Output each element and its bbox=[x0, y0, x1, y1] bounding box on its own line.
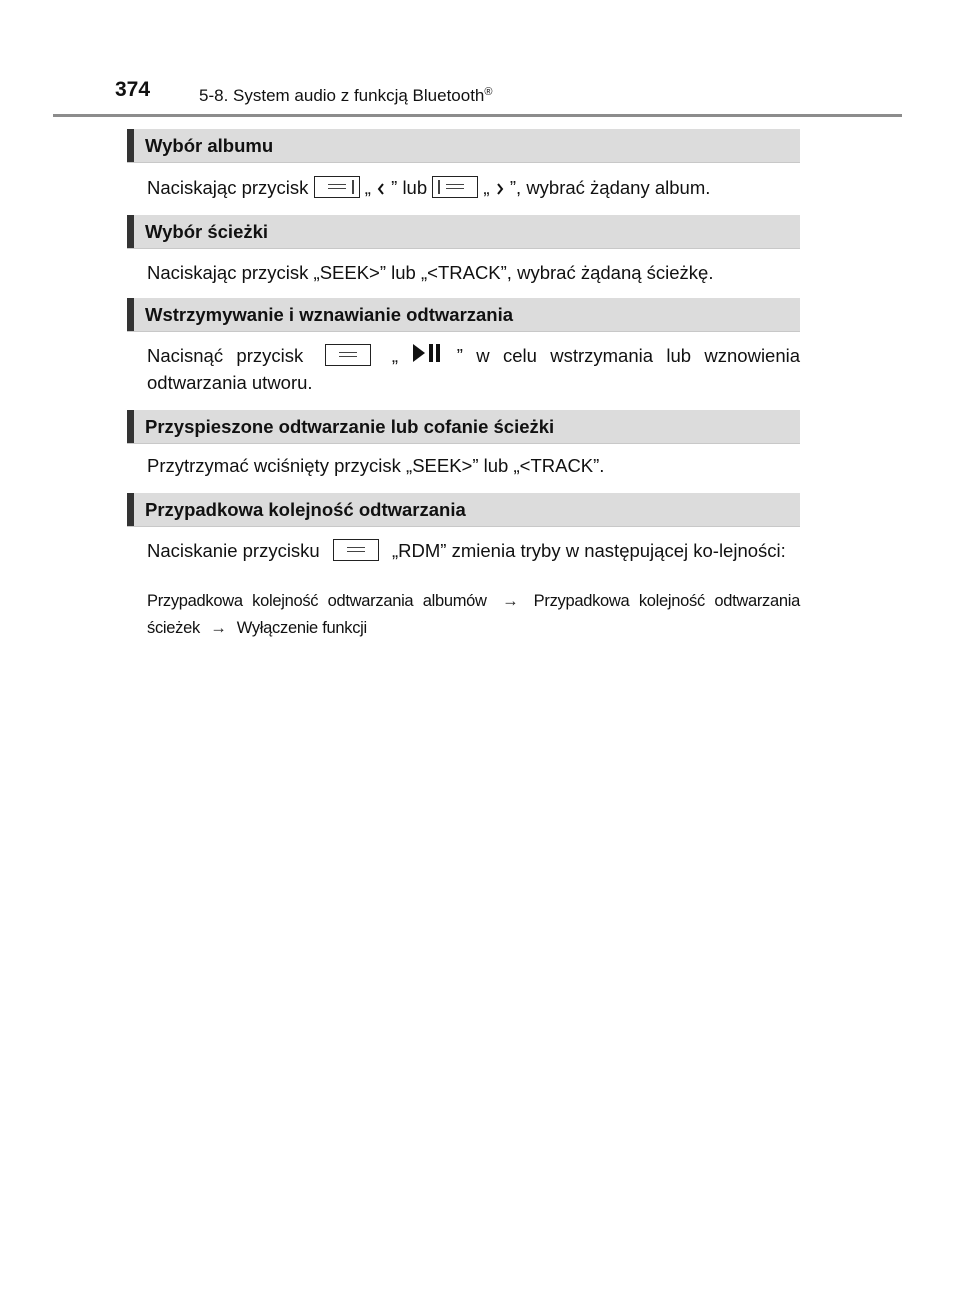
quote-open: „ bbox=[364, 177, 371, 198]
section-heading-album bbox=[127, 129, 800, 163]
section-heading-text: Przyspieszone odtwarzanie lub cofanie ścieżki bbox=[145, 416, 555, 437]
instruction-text: Naciskając przycisk bbox=[147, 177, 309, 198]
registered-mark: ® bbox=[484, 86, 493, 98]
play-pause-button bbox=[325, 344, 371, 366]
header-rule bbox=[53, 114, 902, 117]
random-instruction bbox=[147, 537, 800, 564]
arrow-right-icon: → bbox=[210, 619, 227, 637]
instruction-text: Naciskanie przycisku bbox=[147, 540, 320, 561]
play-pause-icon bbox=[411, 342, 443, 364]
instruction-text: „RDM” zmienia tryby w następującej ko-lejności: bbox=[392, 540, 786, 561]
mode-item: Wyłączenie funkcji bbox=[236, 619, 367, 637]
section-heading-random bbox=[127, 493, 800, 527]
section-heading-track bbox=[127, 215, 800, 249]
album-up-button bbox=[432, 176, 478, 198]
mode-item: Przypadkowa kolejność odtwarzania albumów bbox=[147, 592, 487, 610]
page-header-title bbox=[199, 86, 493, 106]
section-heading-fast-forward bbox=[127, 410, 800, 444]
section-heading-pause bbox=[127, 298, 800, 332]
page-number: 374 bbox=[115, 78, 151, 101]
instruction-text: Nacisnąć przycisk bbox=[147, 345, 304, 366]
instruction-text: ” lub bbox=[391, 177, 428, 198]
mode-item: Przypadkowa kolejność odtwarzania ścieżek bbox=[147, 592, 800, 637]
chevron-right-icon bbox=[495, 182, 505, 196]
fast-forward-instruction: Przytrzymać wciśnięty przycisk „SEEK>” lub „<TRACK”. bbox=[147, 455, 605, 476]
instruction-text: ”, wybrać żądany album. bbox=[509, 177, 711, 198]
album-down-button bbox=[314, 176, 360, 198]
random-modes bbox=[147, 588, 800, 642]
album-instruction bbox=[147, 174, 800, 201]
section-heading-text: Wybór albumu bbox=[145, 135, 274, 156]
section-heading-text: Przypadkowa kolejność odtwarzania bbox=[145, 499, 466, 520]
instruction-text: ” w celu wstrzymania lub wznowienia odtwarzania utworu. bbox=[147, 345, 801, 393]
section-heading-text: Wybór ścieżki bbox=[145, 221, 269, 242]
chevron-left-icon bbox=[376, 182, 386, 196]
quote-open: „ bbox=[483, 177, 490, 198]
pause-instruction bbox=[147, 342, 800, 396]
quote-open: „ bbox=[391, 345, 399, 366]
track-instruction: Naciskając przycisk „SEEK>” lub „<TRACK”, wybrać żądaną ścieżkę. bbox=[147, 262, 714, 283]
arrow-right-icon: → bbox=[502, 592, 519, 610]
header-title-text: 5-8. System audio z funkcją Bluetooth bbox=[199, 86, 485, 105]
rdm-button bbox=[333, 539, 379, 561]
section-heading-text: Wstrzymywanie i wznawianie odtwarzania bbox=[145, 304, 514, 325]
